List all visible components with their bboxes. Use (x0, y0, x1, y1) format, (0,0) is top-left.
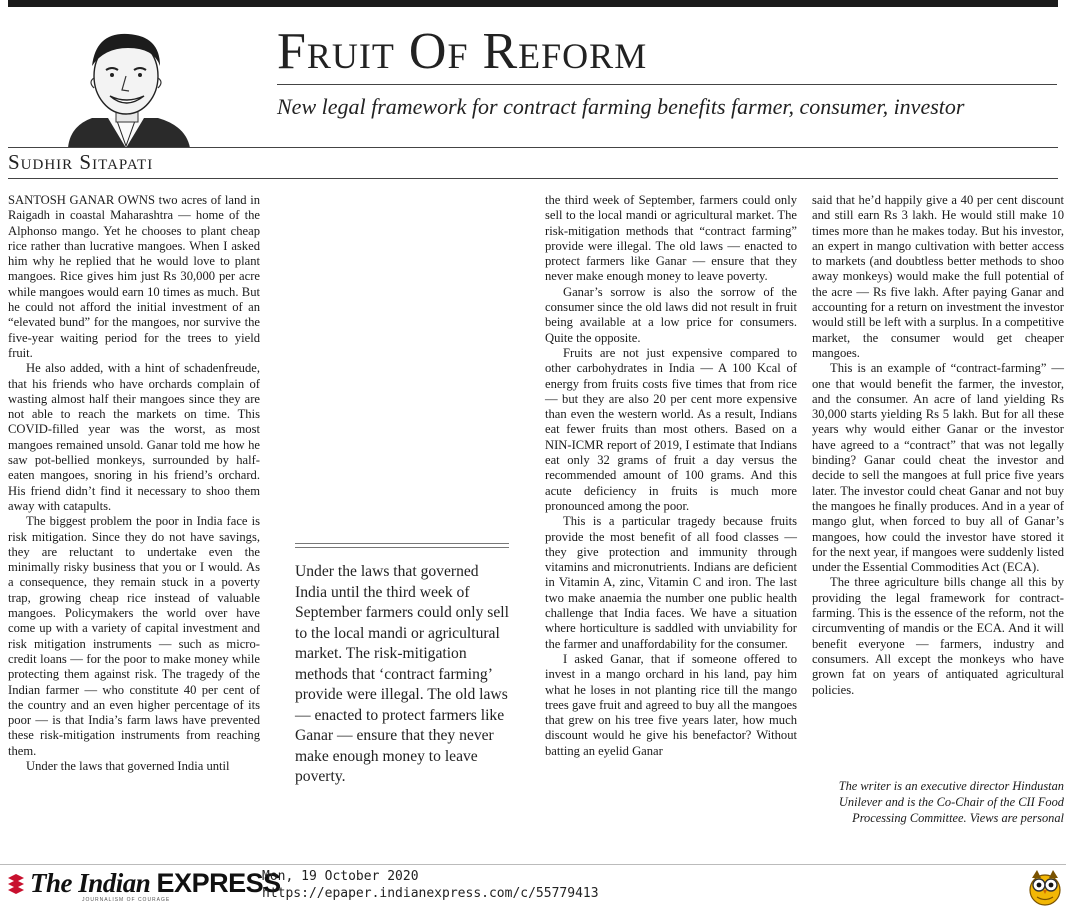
paragraph: SANTOSH GANAR OWNS two acres of land in Raigadh in coastal Maharashtra — home of the Alphonso mango. Yet he chooses to plant cheap rice rather than lucrative mangoes. When I asked him why he replied that he would love to plant mangoes. Rice gives him just Rs 30,000 per acre while mangoes would earn 10 times as much. But he could not afford the initial investment of an “elevated bund” for the mangoes, nor survive the five-year waiting period for the trees to yield fruit. (8, 193, 260, 360)
owl-icon[interactable] (1027, 868, 1063, 906)
pull-quote-rule (295, 543, 509, 548)
epaper-link[interactable]: https://epaper.indianexpress.com/c/55779413 (262, 886, 599, 901)
byline-rule-top (8, 147, 1058, 148)
paragraph: Under the laws that governed India until (26, 758, 230, 773)
paragraph: said that he’d happily give a 40 per cent discount and still earn Rs 3 lakh. He would still make 10 times more than he makes today. But his investor, an expert in mango cultivation with better access to markets (and doubtless better methods to shoo away monkeys) would make the full potential of the acre — Rs five lakh. After paying Ganar and accounting for a return on investment the investor would still be left with a surplus. In a competitive market, the consumer would get cheaper mangoes. (812, 193, 1064, 360)
paragraph: Fruits are not just expensive compared to other carbohydrates in India — A 100 Kcal of energy from fruits costs five times that from rice — but they are also 20 per cent more expensive than even the western world. As a result, Indians eat fewer fruits than most others. Based on a NIN-ICMR report of 2019, I estimate that Indians eat only 32 grams of fruit a day versus the recommended amount of 100 grams. And this acute deficiency in fruits is much more pronounced among the poor. (545, 345, 797, 513)
paragraph: the third week of September, farmers could only sell to the local mandi or agricultural market. The risk-mitigation methods that “contract farming” provide were illegal. The old laws — enacted to protect farmers like Ganar — ensure that they never make enough money to leave poverty. (545, 193, 797, 284)
article-column-3 (812, 193, 1064, 698)
byline-rule-bottom (8, 178, 1058, 179)
edition-info (262, 868, 599, 902)
paragraph: I asked Ganar, that if someone offered to invest in a mango orchard in his land, pay him what he loses in not planting rice till the mango trees gave fruit and agreed to buy all the mangoes that grew on his tree five years later, how much discount would he give his benefactor? Without batting an eyelid Ganar (545, 651, 797, 758)
paragraph: This is an example of “contract-farming” — one that would benefit the farmer, the investor, and the consumer. An acre of land yielding Rs 30,000 starts yielding Rs 5 lakh. But for all these years why would either Ganar or the investor have agreed to a “contract” that was not legally binding? Ganar could cheat the investor and decide to sell the mangoes at full price five years later. The investor could cheat Ganar and not buy the mangoes he finally produces. And in a year of mango glut, when forced to buy all of Ganar’s mangoes, how could the investor have stored it for the next year, if mangoes were suddenly listed under the Essential Commodities Act (ECA). (812, 361, 1064, 575)
logo-wordmark (30, 868, 281, 899)
logo-italic: The Indian (30, 868, 151, 898)
paragraph: The three agriculture bills change all this by providing the legal framework for contract-farming. This is the essence of the reform, not the circumventing of mandis or the ECA. And it will benefit everyone — farmers, industry and consumers. All except the monkeys who have grown fat on years of antiquated agricultural policies. (812, 575, 1064, 697)
article-column-2 (545, 193, 797, 759)
subheadline: New legal framework for contract farming benefits farmer, consumer, investor (277, 94, 965, 119)
paragraph: This is a particular tragedy because fruits provide the most benefit of all food classes — they give protection and immunity through vitamins and micronutrients. Indians are deficient in Vitamin A, zinc, Vitamin C and iron. The last two make anaemia the number one public health challenge that India faces. We have a situation where horticulture is saddled with unviability for the farmer and unaffordability for the consumer. (545, 514, 797, 651)
top-rule (8, 0, 1058, 7)
paragraph: The biggest problem the poor in India face is risk mitigation. Since they do not have savings, they are reluctant to undertake even the minimally risky business that you or I would. As a consequence, they remain stuck in a poverty trap, growing cheap rice instead of valuable mangoes. Policymakers the world over have come up with a variety of capital investment and risk mitigation instruments — such as micro-credit loans — for the poor to make money while protecting them against risk. The tragedy of the Indian farmer — who constitute 40 per cent of the country and an even higher percentage of its poor — is that India’s farm laws have prevented these risk-mitigation instruments from reaching them. (8, 514, 260, 758)
pull-quote: Under the laws that governed India until the third week of September farmers could only sell to the local mandi or agricultural market. The risk-mitigation methods that ‘contract farming’ provide were illegal. The old laws — enacted to protect farmers like Ganar — ensure that they never make enough money to leave poverty. (295, 563, 509, 785)
paragraph: Ganar’s sorrow is also the sorrow of the consumer since the old laws did not result in fruit being available at a low price for consumers. Quite the opposite. (545, 284, 797, 345)
byline: Sudhir Sitapati (8, 150, 154, 174)
logo-bold: EXPRESS (156, 868, 281, 898)
headline: Fruit Of Reform (277, 23, 648, 80)
headline-rule (277, 84, 1057, 85)
indian-express-logo[interactable] (6, 868, 281, 906)
author-note: The writer is an executive director Hindustan Unilever and is the Co-Chair of the CII Food Processing Committee. Views are personal (838, 779, 1064, 825)
paragraph: He also added, with a hint of schadenfreude, that his friends who have orchards complain of wasting almost half their mangoes since they are not able to reach the markets on time. This COVID-filled year was the worst, as most mangoes remained unsold. Ganar told me how he saw pot-bellied monkeys, surrounded by half-eaten mangoes, snoring in his friend’s orchard. His friend didn’t find it necessary to shoo them away with catapults. (8, 361, 260, 513)
article-column-1 (8, 193, 260, 774)
author-portrait (8, 18, 204, 148)
edition-date: Mon, 19 October 2020 (262, 869, 419, 884)
footer-rule (0, 864, 1066, 865)
logo-tagline: JOURNALISM OF COURAGE (82, 897, 171, 903)
logo-mark-icon (6, 872, 26, 896)
